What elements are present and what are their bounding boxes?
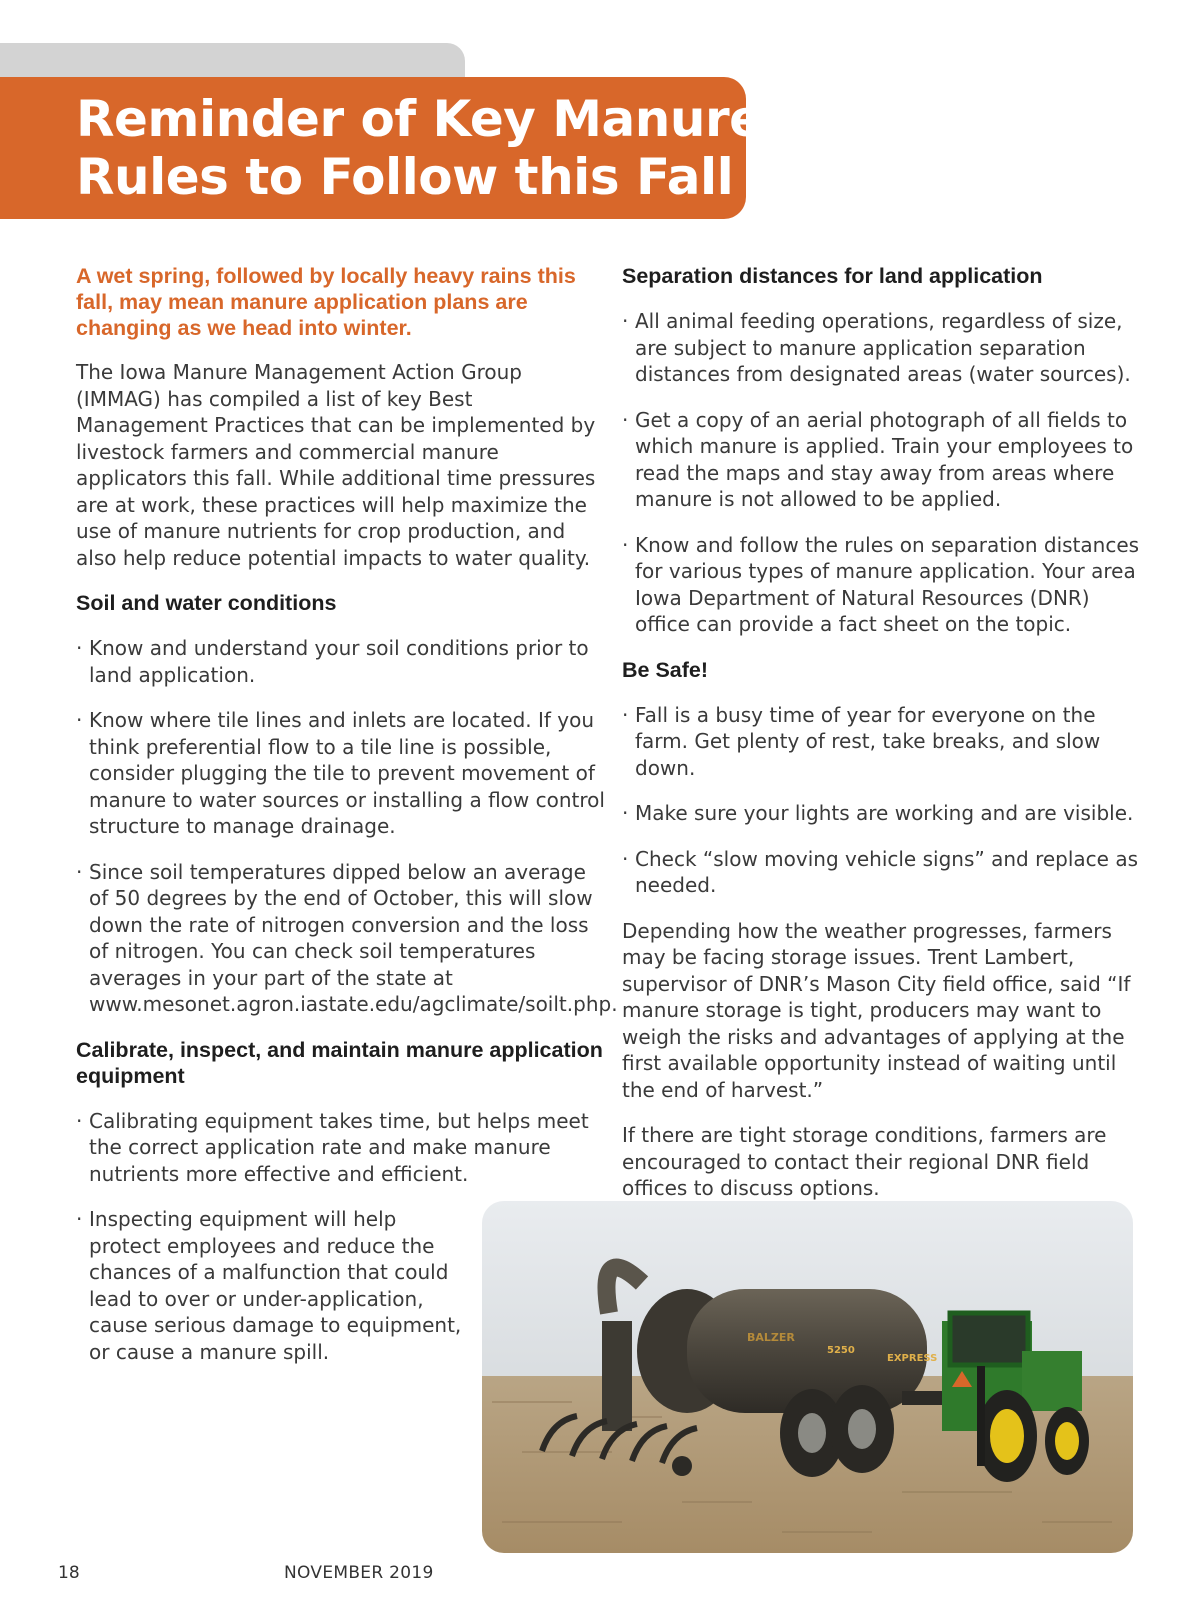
tank-model-label: 5250 (827, 1345, 855, 1356)
list-item-text: Know where tile lines and inlets are located. If you think preferential flow to a tile line is possible, consider plugging the tile to prevent movement of manure to water sources or installing a flow control structure to manage drainage. (89, 708, 605, 838)
list-item (622, 532, 1142, 638)
list-item (76, 1108, 606, 1188)
bullet-dot: · (622, 407, 629, 432)
list-item (622, 702, 1142, 782)
list-item (622, 308, 1142, 388)
list-item-text: Since soil temperatures dipped below an average of 50 degrees by the end of October, this will slow down the rate of nitrogen conversion and the loss of nitrogen. You can check soil temperatures averages in your part of the state at www.mesonet.agron.iastate.edu/agclimate/soilt.php. (89, 859, 618, 1016)
issue-date: NOVEMBER 2019 (284, 1563, 434, 1583)
calibrate-heading: Calibrate, inspect, and maintain manure application equipment (76, 1037, 603, 1088)
bullet-dot: · (622, 532, 629, 557)
separation-heading: Separation distances for land application (622, 264, 1043, 288)
page-title: Reminder of Key Manure Rules to Follow this Fall (76, 90, 763, 206)
intro-paragraph: A wet spring, followed by locally heavy rains this fall, may mean manure application plans are changing as we head into winter. (76, 264, 576, 340)
bullet-dot: · (622, 801, 629, 825)
bullet-dot: · (76, 636, 83, 660)
tank-express-label: EXPRESS (887, 1353, 938, 1364)
safe-heading: Be Safe! (622, 657, 709, 682)
soil-list (76, 635, 618, 1018)
safe-list (622, 702, 1142, 899)
bullet-dot: · (76, 859, 83, 884)
soil-heading: Soil and water conditions (76, 591, 337, 615)
list-item-text: Get a copy of an aerial photograph of all fields to which manure is applied. Train your employees to read the maps and stay away from areas where manure is not allowed to be applied. (635, 407, 1134, 511)
list-item-text: Inspecting equipment will help protect employees and reduce the chances of a malfunction that could lead to over or under-application, cause serious damage to equipment, or cause a manure spill. (89, 1207, 462, 1364)
page-number: 18 (58, 1563, 80, 1583)
right-column (622, 263, 1142, 1221)
list-item (76, 1206, 469, 1365)
bullet-dot: · (76, 708, 83, 732)
list-item (622, 846, 1142, 899)
list-item (76, 859, 618, 1018)
manure-spreader-photo (482, 1201, 1133, 1553)
storage-paragraph: Depending how the weather progresses, farmers may be facing storage issues. Trent Lambert, supervisor of DNR’s Mason City field office, said “If manure storage is tight, producers may want to weigh the risks and advantages of applying at the first available opportunity instead of waiting until the end of harvest.” (622, 918, 1131, 1102)
list-item (622, 407, 1142, 513)
list-item-text: Know and understand your soil conditions prior to land application. (89, 636, 589, 687)
body-intro-paragraph: The Iowa Manure Management Action Group (IMMAG) has compiled a list of key Best Management Practices that can be implemented by livestock farmers and commercial manure applicators this fall. While additional time pressures are at work, these practices will help maximize the use of manure nutrients for crop production, and also help reduce potential impacts to water quality. (76, 360, 596, 570)
bullet-dot: · (76, 1108, 83, 1133)
bullet-dot: · (76, 1207, 83, 1231)
list-item-text: Make sure your lights are working and are visible. (635, 801, 1134, 825)
bullet-dot: · (622, 309, 629, 333)
list-item-text: Fall is a busy time of year for everyone on the farm. Get plenty of rest, take breaks, and slow down. (635, 702, 1101, 780)
list-item-text: Know and follow the rules on separation distances for various types of manure application. Your area Iowa Department of Natural Resources (DNR) office can provide a fact sheet on the topic. (635, 532, 1140, 636)
tank-brand-label: BALZER (747, 1331, 795, 1344)
bullet-dot: · (622, 702, 629, 727)
list-item-text: Check “slow moving vehicle signs” and replace as needed. (635, 846, 1138, 897)
list-item-text: All animal feeding operations, regardless of size, are subject to manure application separation distances from designated areas (water sources). (635, 309, 1131, 386)
bullet-dot: · (622, 846, 629, 871)
list-item (622, 800, 1142, 827)
list-item (76, 635, 606, 688)
list-item (76, 707, 606, 840)
separation-list (622, 308, 1142, 638)
contact-paragraph: If there are tight storage conditions, farmers are encouraged to contact their regional DNR field offices to discuss options. (622, 1123, 1107, 1200)
list-item-text: Calibrating equipment takes time, but helps meet the correct application rate and make manure nutrients more effective and efficient. (89, 1108, 589, 1186)
